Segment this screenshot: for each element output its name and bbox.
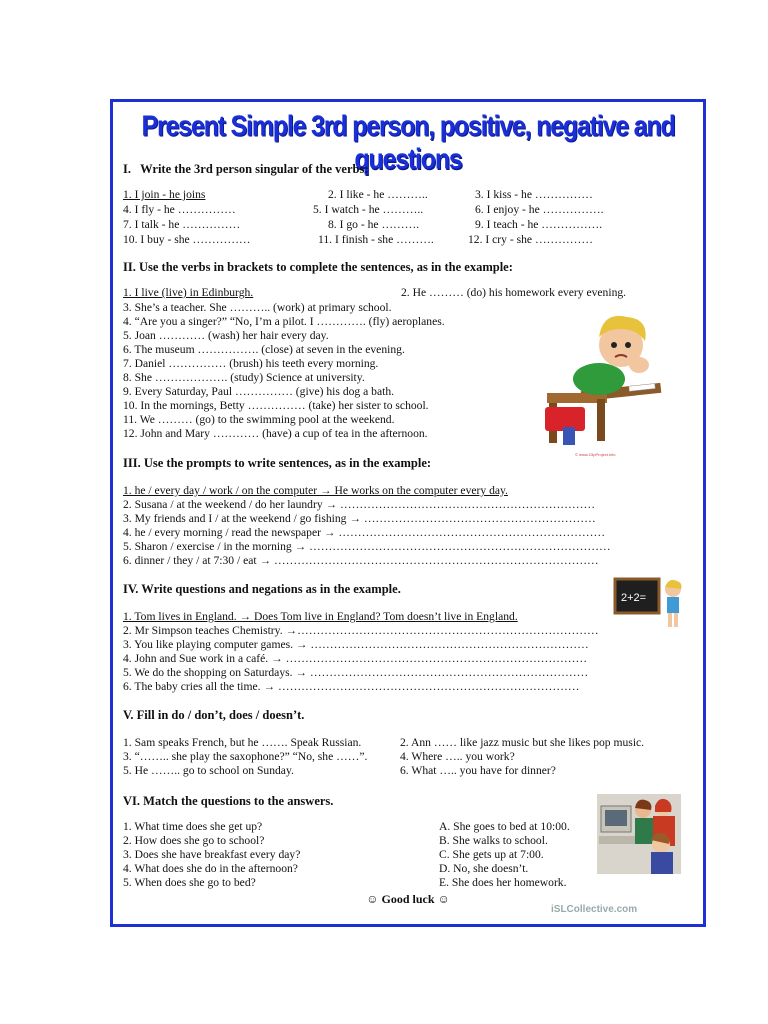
s2-item: 10. In the mornings, Betty …………… (take) her sister to school. [123,399,429,412]
s2-example: 1. I live (live) in Edinburgh. [123,286,254,299]
s1-item: 8. I go - he ………. [328,218,420,231]
s3-item: 6. dinner / they / at 7:30 / eat → ………………………………………………………………………… [123,554,599,567]
s2-item: 5. Joan ………… (wash) her hair every day. [123,329,329,342]
s3-item: 4. he / every morning / read the newspaper → …………………………………………………………… [123,526,606,539]
section-3-heading: III. Use the prompts to write sentences, as in the example: [123,456,432,470]
s3-item: 5. Sharon / exercise / in the morning → …………………………………………………………………… [123,540,611,553]
s6-answer: E. She does her homework. [439,876,567,889]
s4-example: 1. Tom lives in England. → Does Tom live in England? Tom doesn’t live in England. [123,610,518,623]
s1-item: 7. I talk - he …………… [123,218,241,231]
clipart-credit: © www.ClipProject.info [575,452,616,457]
s1-item: 9. I teach - he ……………. [475,218,603,231]
good-luck-footer: ☺ Good luck ☺ [366,892,450,906]
s5-item: 1. Sam speaks French, but he ……. Speak Russian. [123,736,362,749]
section-6-heading: VI. Match the questions to the answers. [123,794,334,808]
section-2-heading: II. Use the verbs in brackets to complete the sentences, as in the example: [123,260,513,274]
s1-item: 12. I cry - she …………… [468,233,593,246]
s5-item: 3. “…….. she play the saxophone?” “No, she ……”. [123,750,368,763]
s6-question: 5. When does she go to bed? [123,876,256,889]
s5-item: 4. Where ….. you work? [400,750,515,763]
s1-item: 2. I like - he ……….. [328,188,428,201]
boy-at-desk-picture [541,307,669,455]
s6-answer: B. She walks to school. [439,834,548,847]
s2-item: 9. Every Saturday, Paul …………… (give) his dog a bath. [123,385,395,398]
s4-item: 5. We do the shopping on Saturdays. → ……………………………………………………………… [123,666,589,679]
s4-item: 2. Mr Simpson teaches Chemistry. →…………………………………………………………………… [123,624,599,637]
blackboard-text: 2+2= [621,592,647,604]
s6-answer: C. She gets up at 7:00. [439,848,544,861]
s3-example: 1. he / every day / work / on the computer → He works on the computer every day. [123,484,508,497]
s1-item: 11. I finish - she ………. [318,233,434,246]
s6-question: 1. What time does she get up? [123,820,263,833]
s1-item: 4. I fly - he …………… [123,203,236,216]
islcollective-watermark: iSLCollective.com [551,904,638,915]
s5-item: 5. He …….. go to school on Sunday. [123,764,294,777]
s1-item: 5. I watch - he ……….. [313,203,424,216]
section-1-heading: I. Write the 3rd person singular of the verbs: [123,162,369,176]
s1-item: 6. I enjoy - he ……………. [475,203,604,216]
s2-item: 8. She ………………. (study) Science at university. [123,371,365,384]
s6-question: 3. Does she have breakfast every day? [123,848,301,861]
s5-item: 2. Ann …… like jazz music but she likes pop music. [400,736,645,749]
s2-item: 4. “Are you a singer?” “No, I’m a pilot. I …………. (fly) aeroplanes. [123,315,445,328]
s1-item: 3. I kiss - he …………… [475,188,593,201]
s3-item: 3. My friends and I / at the weekend / go fishing → …………………………………………………… [123,512,596,525]
s2-item: 11. We ……… (go) to the swimming pool at the weekend. [123,413,395,426]
s2-item: 6. The museum ……………. (close) at seven in the evening. [123,343,405,356]
s2-item: 3. She’s a teacher. She ……….. (work) at primary school. [123,301,392,314]
s5-item: 6. What ….. you have for dinner? [400,764,556,777]
s6-answer: D. No, she doesn’t. [439,862,529,875]
s1-item: 1. I join - he joins [123,188,206,201]
s3-item: 2. Susana / at the weekend / do her laundry → ………………………………………………………… [123,498,596,511]
kids-at-computer-picture [597,794,681,874]
s1-item: 10. I buy - she …………… [123,233,251,246]
s4-item: 6. The baby cries all the time. → …………………………………………………………………… [123,680,580,693]
s2-item: 2. He ……… (do) his homework every evening. [401,286,627,299]
s6-answer: A. She goes to bed at 10:00. [439,820,570,833]
s4-item: 4. John and Sue work in a café. → …………………………………………………………………… [123,652,588,665]
worksheet-title: Present Simple 3rd person, positive, negative and questions [141,110,675,176]
worksheet [110,99,706,927]
section-4-heading: IV. Write questions and negations as in the example. [123,582,401,596]
section-5-heading: V. Fill in do / don’t, does / doesn’t. [123,708,305,722]
s6-question: 4. What does she do in the afternoon? [123,862,298,875]
s2-item: 12. John and Mary ………… (have) a cup of tea in the afternoon. [123,427,428,440]
s4-item: 3. You like playing computer games. → ……………………………………………………………… [123,638,589,651]
s6-question: 2. How does she go to school? [123,834,265,847]
s2-item: 7. Daniel …………… (brush) his teeth every morning. [123,357,379,370]
blackboard-picture [613,575,689,631]
